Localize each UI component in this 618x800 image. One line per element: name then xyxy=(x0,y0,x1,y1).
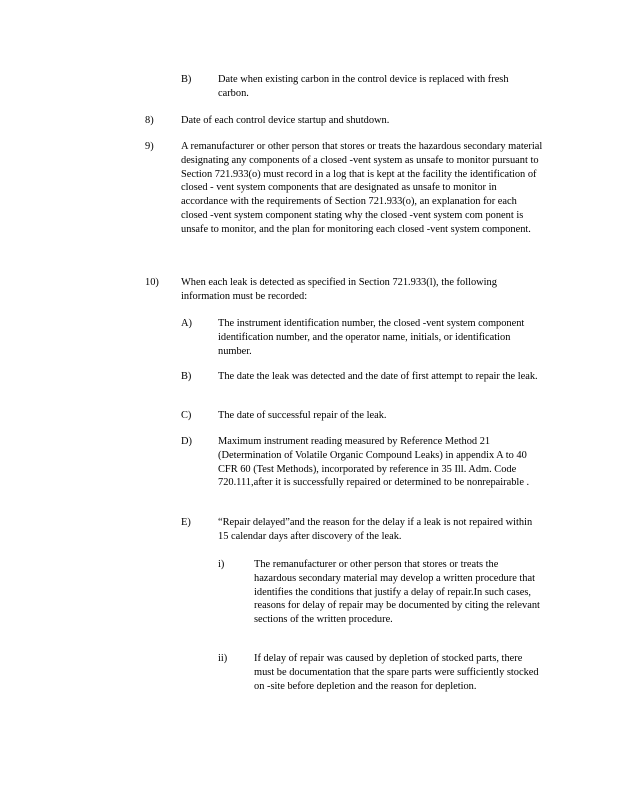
item-marker: B) xyxy=(181,371,192,382)
item-text: The date the leak was detected and the date of first attempt to repair the leak. xyxy=(218,371,538,382)
item-marker: A) xyxy=(181,318,192,329)
item-marker: i) xyxy=(218,559,225,570)
item-text: “Repair delayed”and the reason for the delay if a leak is not repaired within 15 calendar days after discovery of the leak. xyxy=(218,517,533,542)
item-text: The instrument identification number, the closed -vent system component identification number, and the operator name, initials, or identification number. xyxy=(218,318,525,357)
item-text: The remanufacturer or other person that stores or treats the hazardous secondary material may develop a written procedure that identifies the conditions that justify a delay of repair.In such cases, reasons for delay of repair may be documented by citing the relevant sections of the written procedure. xyxy=(254,559,540,626)
item-marker: 10) xyxy=(145,277,159,288)
item-text: If delay of repair was caused by depletion of stocked parts, there must be documentation that the spare parts were sufficiently stocked on -site before depletion and the reason for depletion. xyxy=(254,653,539,692)
item-text: When each leak is detected as specified in Section 721.933(l), the following information must be recorded: xyxy=(181,277,497,302)
item-marker: 8) xyxy=(145,115,154,126)
item-marker: C) xyxy=(181,410,192,421)
item-text: A remanufacturer or other person that stores or treats the hazardous secondary material designating any components of a closed -vent system as unsafe to monitor pursuant to Section 721.933(o) must record in a log that is kept at the facility the identification of closed - vent system components that are designated as unsafe to monitor in accordance with the requirements of Section 721.933(o), an explanation for each closed -vent system component stating why the closed -vent system com ponent is unsafe to monitor, and the plan for monitoring each closed -vent system component. xyxy=(181,141,543,235)
item-marker: D) xyxy=(181,436,192,447)
item-text: Date when existing carbon in the control device is replaced with fresh carbon. xyxy=(218,74,509,99)
item-text: Maximum instrument reading measured by Reference Method 21 (Determination of Volatile Organic Compound Leaks) in appendix A to 40 CFR 60 (Test Methods), incorporated by reference in 35 Ill. Adm. Code 720.111,after it is successfully repaired or determined to be nonrepairable . xyxy=(218,436,530,489)
item-marker: ii) xyxy=(218,653,228,664)
item-marker: E) xyxy=(181,517,191,528)
item-text: The date of successful repair of the leak. xyxy=(218,410,387,421)
item-text: Date of each control device startup and shutdown. xyxy=(181,115,390,126)
item-marker: B) xyxy=(181,74,192,85)
item-marker: 9) xyxy=(145,141,154,152)
